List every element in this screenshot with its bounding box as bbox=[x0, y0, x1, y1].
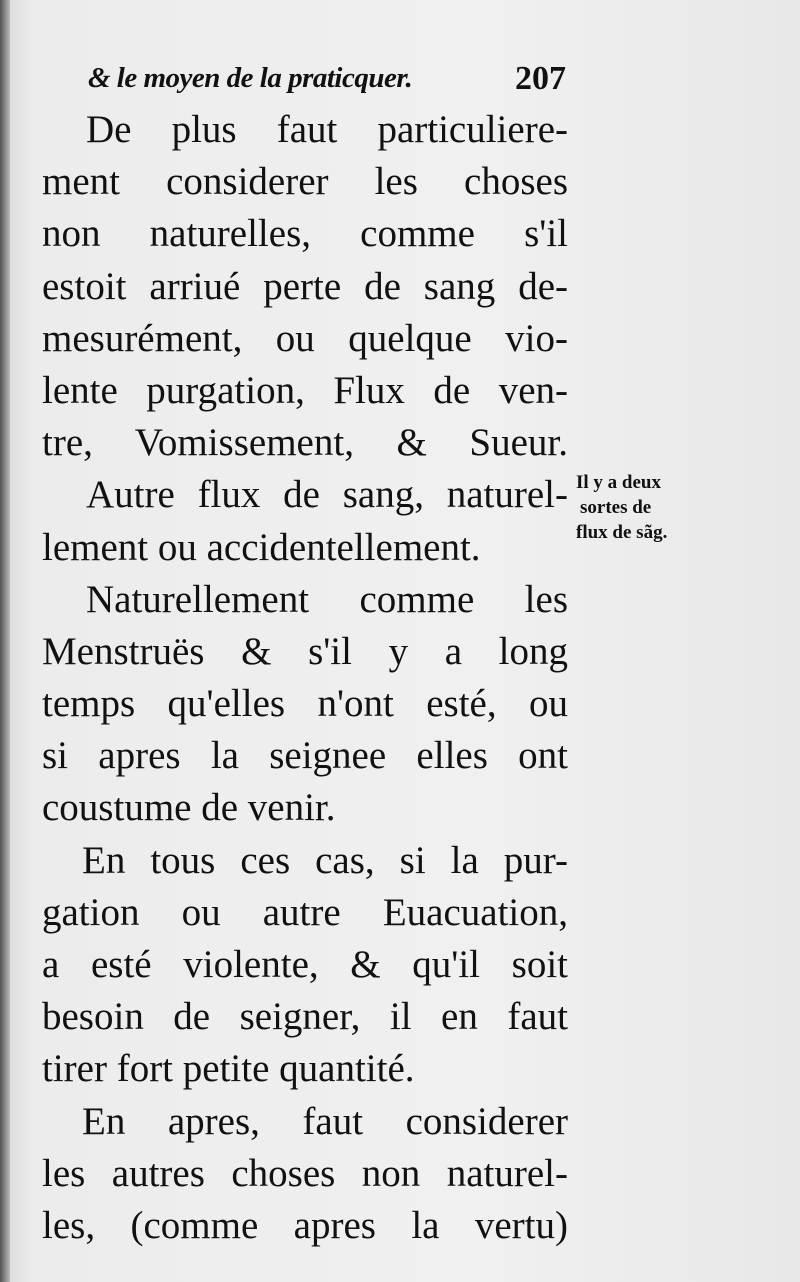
text-line: En tous ces cas, si la pur- bbox=[82, 838, 568, 882]
text-line: ment considerer les choses bbox=[42, 160, 568, 204]
text-line: lente purgation, Flux de ven- bbox=[42, 368, 568, 412]
margin-note-line: flux de sãg. bbox=[576, 522, 668, 543]
text-line: De plus faut particuliere- bbox=[86, 108, 568, 151]
page-number: 207 bbox=[515, 60, 566, 97]
margin-note-line: sortes de bbox=[580, 497, 652, 518]
text-line: tre, Vomissement, & Sueur. bbox=[42, 421, 568, 465]
margin-note-line: Il y a deux bbox=[576, 472, 661, 493]
text-line: non naturelles, comme s'il bbox=[42, 212, 568, 256]
page-gutter-shadow bbox=[0, 0, 10, 1282]
text-line: tirer fort petite quantité. bbox=[42, 1047, 415, 1091]
text-line: Naturellement comme les bbox=[86, 577, 568, 621]
text-line: les autres choses non naturel- bbox=[42, 1151, 568, 1195]
text-line: Menstruës & s'il y a long bbox=[42, 629, 568, 673]
text-line: temps qu'elles n'ont esté, ou bbox=[42, 682, 568, 726]
main-text bbox=[42, 104, 568, 1252]
text-line: besoin de seigner, il en faut bbox=[42, 995, 568, 1039]
running-head: & le moyen de la praticquer. bbox=[88, 62, 413, 94]
page-header bbox=[88, 58, 566, 102]
margin-note bbox=[576, 470, 706, 545]
text-line: a esté violente, & qu'il soit bbox=[42, 943, 568, 986]
text-line: les, (comme apres la vertu) bbox=[42, 1203, 568, 1247]
text-line: mesurément, ou quelque vio- bbox=[42, 316, 568, 360]
text-line: lement ou accidentellement. bbox=[42, 525, 481, 569]
text-line: coustume de venir. bbox=[42, 786, 336, 830]
text-line: estoit arriué perte de sang de- bbox=[42, 264, 568, 308]
text-line: Autre flux de sang, naturel- bbox=[86, 473, 568, 517]
text-line: gation ou autre Euacuation, bbox=[42, 890, 568, 934]
text-line: En apres, faut considerer bbox=[82, 1099, 568, 1143]
text-line: si apres la seignee elles ont bbox=[42, 734, 568, 778]
